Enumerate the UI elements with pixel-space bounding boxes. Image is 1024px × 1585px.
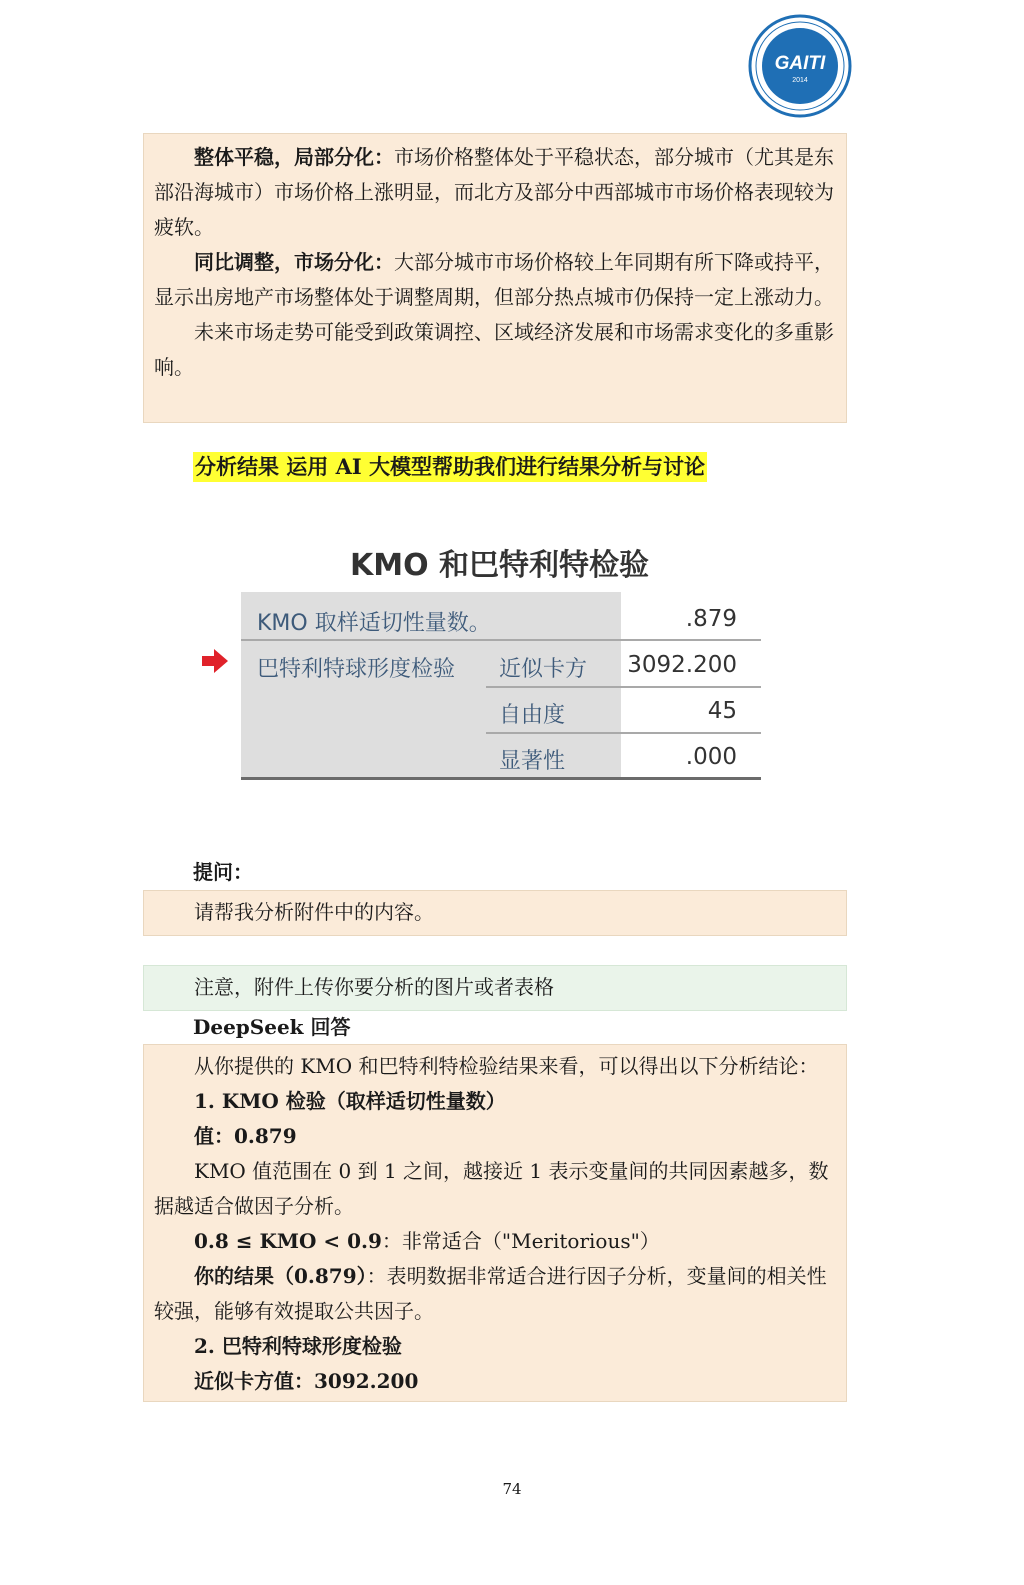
kmo-sub2-value: 45 [707,698,737,724]
answer-heading-1-text: 1. KMO 检验（取样适切性量数） [194,1089,506,1113]
analysis-heading: 分析结果 运用 AI 大模型帮助我们进行结果分析与讨论 [193,452,707,482]
answer-heading-2 [154,1329,836,1364]
kmo-sub2-divider [486,732,761,734]
answer-result-line [154,1259,836,1329]
summary-p2-text: 大部分城市市场价格较上年同期有所下降或持平，显示出房地产市场整体处于调整周期，但部分热点城市仍保持一定上涨动力。 [154,250,834,309]
kmo-sub1-value: 3092.200 [627,652,737,678]
answer-result-text: ：表明数据非常适合进行因子分析，变量间的相关性较强，能够有效提取公共因子。 [154,1264,827,1323]
kmo-table-title: KMO 和巴特利特检验 [350,548,650,583]
kmo-sub3-value: .000 [685,744,737,770]
logo-year: 2014 [792,77,808,84]
answer-result-bold: 你的结果（0.879） [194,1264,367,1288]
answer-range-bold: 0.8 ≤ KMO < 0.9 [194,1229,382,1253]
answer-chi-text: 近似卡方值：3092.200 [194,1369,419,1393]
deepseek-label: DeepSeek 回答 [193,1015,351,1039]
answer-box [143,1044,847,1402]
kmo-row1-label: KMO 取样适切性量数。 [257,611,491,636]
summary-paragraph-1 [154,140,836,245]
ask-label: 提问： [193,860,253,884]
answer-range-text: ：非常适合（"Meritorious"） [381,1229,660,1253]
kmo-table-bottom-rule [241,777,761,780]
answer-value-text: 值：0.879 [194,1124,297,1148]
question-text: 请帮我分析附件中的内容。 [194,900,434,924]
logo-text: GAITI [774,53,826,74]
summary-box [143,133,847,423]
summary-p1-text: 市场价格整体处于平稳状态，部分城市（尤其是东部沿海城市）市场价格上涨明显，而北方及部分中西部城市市场价格表现较为疲软。 [154,145,834,239]
kmo-row1-value: .879 [685,606,737,632]
kmo-sub1-label: 近似卡方 [499,657,588,682]
note-text: 注意，附件上传你要分析的图片或者表格 [194,975,554,999]
kmo-row2-label: 巴特利特球形度检验 [257,657,456,682]
summary-p1-bold: 整体平稳，局部分化： [194,145,394,169]
answer-description: KMO 值范围在 0 到 1 之间，越接近 1 表示变量间的共同因素越多，数据越适合做因子分析。 [154,1159,829,1218]
answer-intro: 从你提供的 KMO 和巴特利特检验结果来看，可以得出以下分析结论： [194,1054,819,1078]
gaiti-logo [748,14,852,118]
answer-value-line [154,1119,836,1154]
kmo-sub1-divider [486,686,761,688]
summary-paragraph-2 [154,245,836,315]
summary-p3-text: 未来市场走势可能受到政策调控、区域经济发展和市场需求变化的多重影响。 [154,320,834,379]
summary-p2-bold: 同比调整，市场分化： [194,250,394,274]
kmo-sub2-label: 自由度 [499,703,566,728]
summary-paragraph-3 [154,315,836,385]
answer-heading-2-text: 2. 巴特利特球形度检验 [194,1334,402,1358]
answer-range-line [154,1224,836,1259]
answer-heading-1 [154,1084,836,1119]
page-number: 74 [502,1480,522,1498]
red-arrow-icon [200,646,230,676]
kmo-sub3-label: 显著性 [499,749,566,774]
note-box [143,965,847,1011]
question-box [143,890,847,936]
kmo-table [241,592,761,780]
kmo-row1-divider [241,639,761,641]
answer-chi-line [154,1364,836,1399]
